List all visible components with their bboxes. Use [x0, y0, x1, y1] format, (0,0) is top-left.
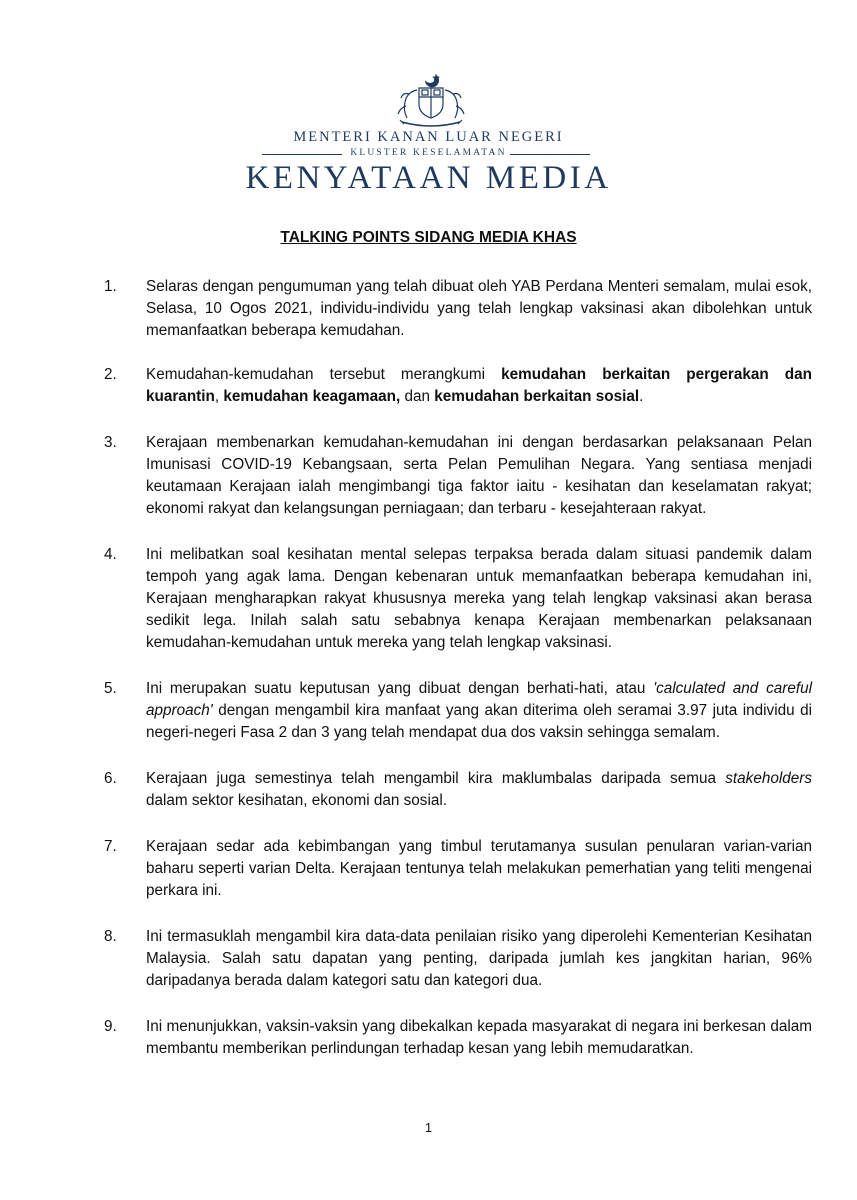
text-segment: Ini termasuklah mengambil kira data-data penilaian risiko yang diperolehi Kementerian Kesihatan Malaysia. Salah satu dapatan yang penting, daripada jumlah kes jangkitan harian, 96% daripadanya berada dalam kategori satu dan kategori dua.	[146, 928, 812, 989]
point-number: 7.	[104, 838, 117, 855]
point-number: 9.	[104, 1018, 117, 1035]
page-title: TALKING POINTS SIDANG MEDIA KHAS	[280, 229, 577, 246]
talking-points-list	[104, 276, 812, 1060]
point-text	[146, 836, 812, 902]
point-text	[146, 432, 812, 520]
text-segment: Kemudahan-kemudahan tersebut merangkumi	[146, 366, 502, 383]
text-segment: .	[639, 388, 644, 405]
talking-point-4	[104, 544, 812, 654]
italic-phrase: stakeholders	[725, 770, 812, 787]
point-text	[146, 276, 812, 342]
text-segment: Ini menunjukkan, vaksin-vaksin yang dibekalkan kepada masyarakat di negara ini berkesan dalam membantu memberikan perlindungan terhadap kesan yang lebih memudaratkan.	[146, 1018, 812, 1057]
text-segment: Kerajaan sedar ada kebimbangan yang timbul terutamanya susulan penularan varian-varian baharu seperti varian Delta. Kerajaan tentunya telah melakukan pemerhatian yang teliti mengenai perkara ini.	[146, 838, 812, 899]
text-segment: Kerajaan juga semestinya telah mengambil kira maklumbalas daripada semua	[146, 770, 726, 787]
point-number: 1.	[104, 278, 117, 295]
point-number: 4.	[104, 546, 117, 563]
talking-point-5	[104, 678, 812, 744]
text-segment: dalam sektor kesihatan, ekonomi dan sosial.	[146, 792, 448, 809]
coat-of-arms-logo	[392, 70, 470, 130]
text-segment: Ini merupakan suatu keputusan yang dibuat dengan berhati-hati, atau	[146, 680, 654, 697]
divider-right	[510, 154, 590, 155]
text-segment: Ini melibatkan soal kesihatan mental selepas terpaksa berada dalam situasi pandemik dalam tempoh yang agak lama. Dengan kebenaran untuk memanfaatkan beberapa kemudahan ini, Kerajaan mengharapkan rakyat khususnya mereka yang telah lengkap vaksinasi akan berasa sedikit lega. Inilah salah satu sebabnya kenapa Kerajaan membenarkan pelaksanaan kemudahan-kemudahan untuk mereka yang telah lengkap vaksinasi.	[146, 546, 812, 651]
talking-point-8	[104, 926, 812, 992]
point-text	[146, 544, 812, 654]
point-number: 8.	[104, 928, 117, 945]
talking-point-3	[104, 432, 812, 520]
page-number: 1	[424, 1120, 433, 1135]
talking-point-9	[104, 1016, 812, 1060]
point-text	[146, 768, 812, 812]
italic-phrase: 'calculated and careful approach'	[146, 680, 812, 719]
point-text	[146, 1016, 812, 1060]
point-text	[146, 926, 812, 992]
text-segment: dengan mengambil kira manfaat yang akan diterima oleh seramai 3.97 juta individu di negeri-negeri Fasa 2 dan 3 yang telah mendapat dua dos vaksin sehingga semalam.	[146, 702, 812, 741]
bold-phrase: kemudahan berkaitan sosial	[434, 388, 640, 405]
point-text	[146, 678, 812, 744]
point-number: 6.	[104, 770, 117, 787]
text-segment: Selaras dengan pengumuman yang telah dibuat oleh YAB Perdana Menteri semalam, mulai esok, Selasa, 10 Ogos 2021, individu-individu yang telah lengkap vaksinasi akan dibolehkan untuk memanfaatkan beberapa kemudahan.	[146, 278, 812, 339]
text-segment: dan	[400, 388, 435, 405]
talking-point-2	[104, 364, 812, 408]
document-type-heading: KENYATAAN MEDIA	[245, 160, 612, 196]
point-number: 2.	[104, 366, 117, 383]
point-number: 5.	[104, 680, 117, 697]
talking-point-6	[104, 768, 812, 812]
cluster-name: KLUSTER KESELAMATAN	[350, 148, 507, 158]
bold-phrase: kemudahan keagamaan,	[223, 388, 401, 405]
bold-phrase: kemudahan berkaitan pergerakan dan kuarantin	[146, 366, 812, 405]
point-number: 3.	[104, 434, 117, 451]
text-segment: Kerajaan membenarkan kemudahan-kemudahan ini dengan berdasarkan pelaksanaan Pelan Imunisasi COVID-19 Kebangsaan, serta Pelan Pemulihan Negara. Yang sentiasa menjadi keutamaan Kerajaan ialah mengimbangi tiga faktor iaitu - kesihatan dan keselamatan rakyat; ekonomi rakyat dan kelangsungan perniagaan; dan terbaru - kesejahteraan rakyat.	[146, 434, 812, 517]
text-segment: ,	[214, 388, 224, 405]
point-text	[146, 364, 812, 408]
talking-point-1	[104, 276, 812, 342]
talking-point-7	[104, 836, 812, 902]
minister-office-title: MENTERI KANAN LUAR NEGERI	[293, 129, 564, 145]
